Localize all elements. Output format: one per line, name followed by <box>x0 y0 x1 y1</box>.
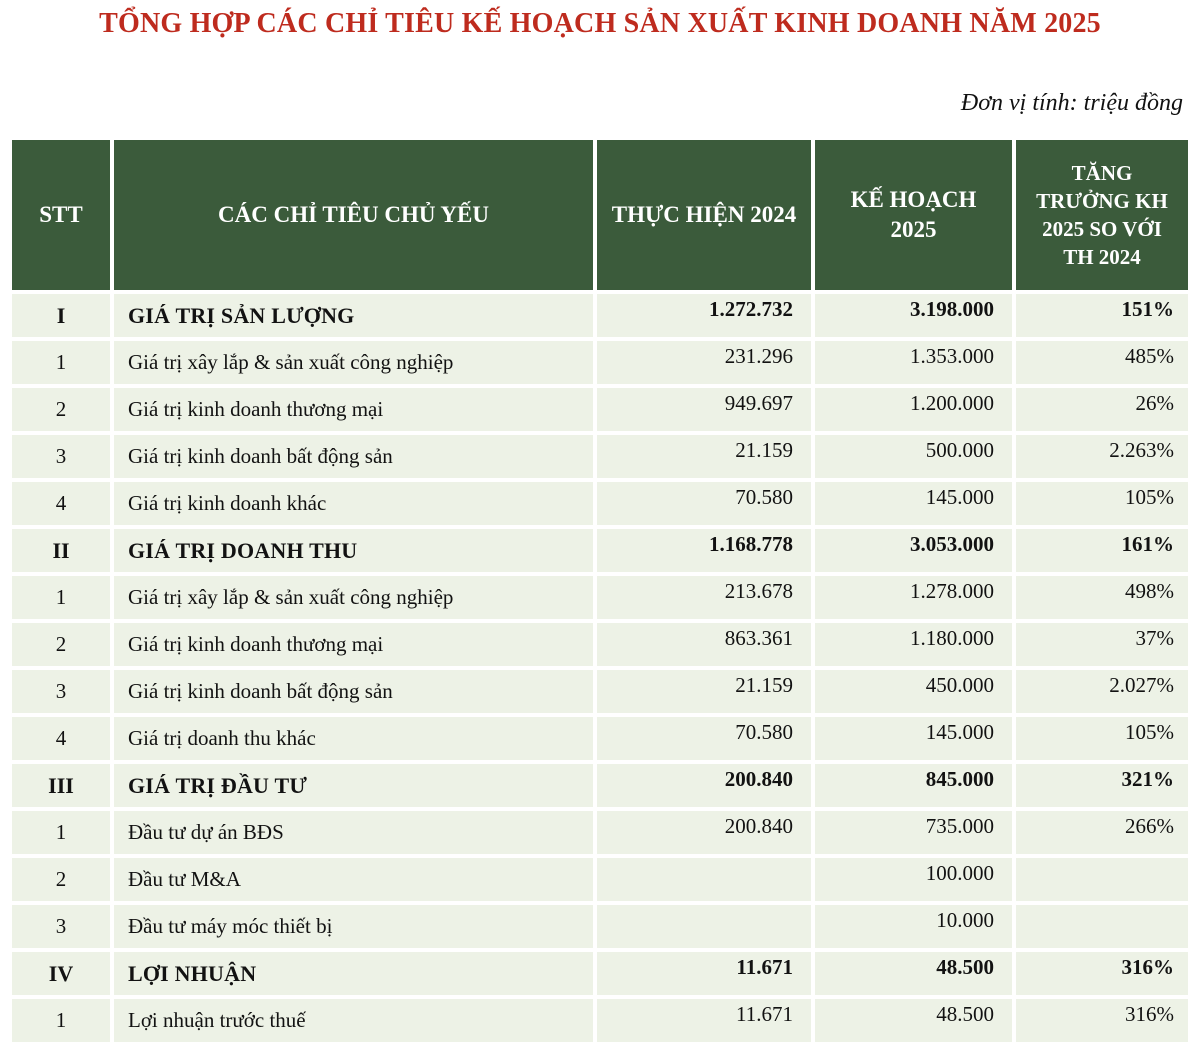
table-row <box>12 999 1188 1042</box>
table-row <box>12 764 1188 807</box>
row-stt: 1 <box>12 811 110 854</box>
row-th-2024 <box>597 905 811 948</box>
row-label: Giá trị kinh doanh thương mại <box>114 623 593 666</box>
row-stt: I <box>12 294 110 337</box>
table-body <box>12 294 1188 1042</box>
row-kh-2025: 500.000 <box>815 435 1012 478</box>
row-stt: 2 <box>12 623 110 666</box>
table-row <box>12 576 1188 619</box>
unit-note: Đơn vị tính: triệu đồng <box>960 90 1183 116</box>
row-kh-2025: 450.000 <box>815 670 1012 713</box>
table-header <box>12 140 1188 290</box>
row-th-2024: 21.159 <box>597 435 811 478</box>
table-row <box>12 952 1188 995</box>
row-stt: 1 <box>12 576 110 619</box>
row-kh-2025: 48.500 <box>815 952 1012 995</box>
row-kh-2025: 145.000 <box>815 482 1012 525</box>
table-row <box>12 717 1188 760</box>
table-row <box>12 811 1188 854</box>
table-row <box>12 294 1188 337</box>
row-stt: 3 <box>12 435 110 478</box>
row-label: Giá trị kinh doanh bất động sản <box>114 670 593 713</box>
table-row <box>12 388 1188 431</box>
header-growth: TĂNG TRƯỞNG KH 2025 SO VỚI TH 2024 <box>1016 140 1188 290</box>
row-kh-2025: 1.200.000 <box>815 388 1012 431</box>
row-growth <box>1016 905 1188 948</box>
row-label: Giá trị kinh doanh thương mại <box>114 388 593 431</box>
table-row <box>12 529 1188 572</box>
row-kh-2025: 10.000 <box>815 905 1012 948</box>
row-label: Giá trị xây lắp & sản xuất công nghiệp <box>114 341 593 384</box>
header-name: CÁC CHỈ TIÊU CHỦ YẾU <box>114 140 593 290</box>
row-kh-2025: 1.353.000 <box>815 341 1012 384</box>
row-label: Đầu tư dự án BĐS <box>114 811 593 854</box>
row-growth: 321% <box>1016 764 1188 807</box>
row-growth: 2.263% <box>1016 435 1188 478</box>
table-row <box>12 482 1188 525</box>
row-stt: 2 <box>12 388 110 431</box>
row-stt: 3 <box>12 905 110 948</box>
row-growth: 485% <box>1016 341 1188 384</box>
row-stt: III <box>12 764 110 807</box>
row-th-2024: 863.361 <box>597 623 811 666</box>
row-growth: 151% <box>1016 294 1188 337</box>
row-growth <box>1016 858 1188 901</box>
row-label: GIÁ TRỊ ĐẦU TƯ <box>114 764 593 807</box>
row-stt: IV <box>12 952 110 995</box>
row-stt: 4 <box>12 717 110 760</box>
header-kh-2025: KẾ HOẠCH 2025 <box>815 140 1012 290</box>
row-growth: 37% <box>1016 623 1188 666</box>
row-stt: 4 <box>12 482 110 525</box>
header-stt: STT <box>12 140 110 290</box>
row-growth: 26% <box>1016 388 1188 431</box>
row-kh-2025: 100.000 <box>815 858 1012 901</box>
row-growth: 316% <box>1016 999 1188 1042</box>
row-growth: 266% <box>1016 811 1188 854</box>
table-row <box>12 623 1188 666</box>
row-kh-2025: 845.000 <box>815 764 1012 807</box>
row-growth: 105% <box>1016 482 1188 525</box>
row-th-2024: 70.580 <box>597 482 811 525</box>
row-th-2024: 213.678 <box>597 576 811 619</box>
business-plan-table <box>8 136 1192 1046</box>
row-th-2024: 200.840 <box>597 811 811 854</box>
row-th-2024: 1.168.778 <box>597 529 811 572</box>
row-kh-2025: 145.000 <box>815 717 1012 760</box>
row-growth: 498% <box>1016 576 1188 619</box>
row-kh-2025: 735.000 <box>815 811 1012 854</box>
row-th-2024: 70.580 <box>597 717 811 760</box>
row-label: Lợi nhuận trước thuế <box>114 999 593 1042</box>
row-th-2024: 949.697 <box>597 388 811 431</box>
table-row <box>12 905 1188 948</box>
row-label: Giá trị kinh doanh khác <box>114 482 593 525</box>
row-kh-2025: 1.180.000 <box>815 623 1012 666</box>
row-growth: 105% <box>1016 717 1188 760</box>
row-stt: 2 <box>12 858 110 901</box>
row-label: GIÁ TRỊ SẢN LƯỢNG <box>114 294 593 337</box>
row-stt: 1 <box>12 341 110 384</box>
row-th-2024: 11.671 <box>597 999 811 1042</box>
row-label: Đầu tư M&A <box>114 858 593 901</box>
header-th-2024: THỰC HIỆN 2024 <box>597 140 811 290</box>
row-kh-2025: 3.053.000 <box>815 529 1012 572</box>
row-th-2024: 21.159 <box>597 670 811 713</box>
table-row <box>12 670 1188 713</box>
row-th-2024: 11.671 <box>597 952 811 995</box>
row-th-2024: 200.840 <box>597 764 811 807</box>
table-row <box>12 435 1188 478</box>
row-label: Giá trị doanh thu khác <box>114 717 593 760</box>
row-th-2024 <box>597 858 811 901</box>
table-row <box>12 341 1188 384</box>
row-growth: 316% <box>1016 952 1188 995</box>
row-growth: 161% <box>1016 529 1188 572</box>
row-label: Giá trị kinh doanh bất động sản <box>114 435 593 478</box>
row-label: GIÁ TRỊ DOANH THU <box>114 529 593 572</box>
row-stt: 3 <box>12 670 110 713</box>
row-stt: 1 <box>12 999 110 1042</box>
row-th-2024: 231.296 <box>597 341 811 384</box>
row-label: Đầu tư máy móc thiết bị <box>114 905 593 948</box>
row-label: LỢI NHUẬN <box>114 952 593 995</box>
row-kh-2025: 1.278.000 <box>815 576 1012 619</box>
row-kh-2025: 48.500 <box>815 999 1012 1042</box>
row-kh-2025: 3.198.000 <box>815 294 1012 337</box>
row-label: Giá trị xây lắp & sản xuất công nghiệp <box>114 576 593 619</box>
row-stt: II <box>12 529 110 572</box>
table-row <box>12 858 1188 901</box>
page-title: TỔNG HỢP CÁC CHỈ TIÊU KẾ HOẠCH SẢN XUẤT KINH DOANH NĂM 2025 <box>99 8 1101 39</box>
row-th-2024: 1.272.732 <box>597 294 811 337</box>
row-growth: 2.027% <box>1016 670 1188 713</box>
